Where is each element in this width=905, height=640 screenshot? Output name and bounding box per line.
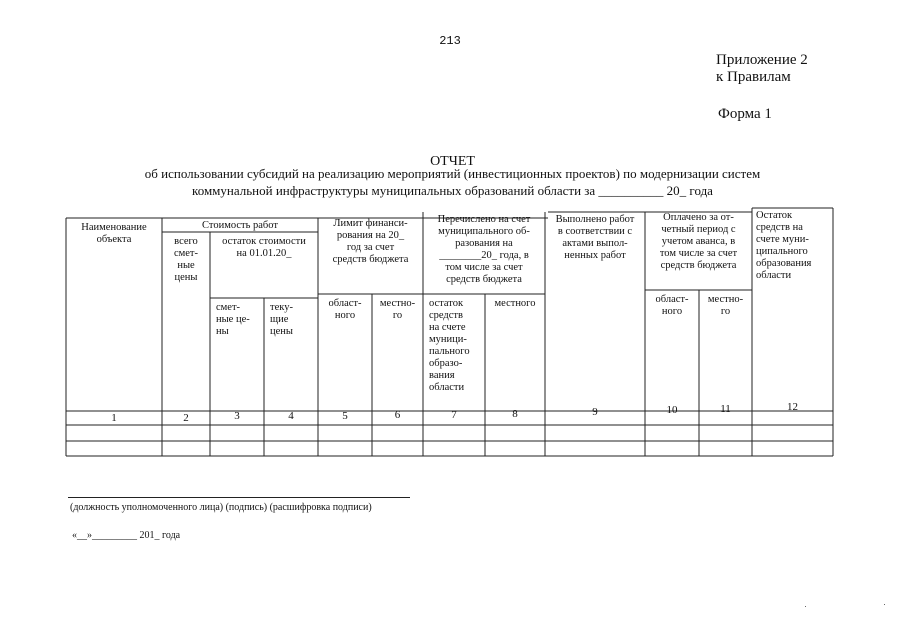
scan-speck	[884, 604, 885, 605]
header-paid-regional: област- ного	[655, 294, 689, 317]
header-total-estimated: всего смет- ные цены	[173, 236, 199, 283]
form-label: Форма 1	[718, 106, 772, 122]
column-number-5: 5	[342, 410, 348, 422]
scan-speck	[805, 606, 806, 607]
header-limit-local: местно- го	[379, 298, 416, 321]
column-number-11: 11	[720, 403, 731, 415]
header-current-prices: теку- щие цены	[270, 302, 293, 337]
column-number-2: 2	[183, 412, 189, 424]
column-number-3: 3	[234, 410, 240, 422]
header-paid: Оплачено за от- четный период с учетом аванса, в том числе за счет средств бюджета	[659, 212, 738, 271]
appendix-line-1: Приложение 2	[716, 52, 808, 68]
column-number-6: 6	[394, 409, 401, 421]
header-transferred-local: местного	[494, 298, 536, 309]
header-balance: Остаток средств на счете муни- ципального образования области	[756, 210, 812, 281]
column-number-9: 9	[592, 406, 598, 418]
header-paid-local: местно- го	[707, 294, 744, 317]
subtitle-line-1: об использовании субсидий на реализацию мероприятий (инвестиционных проектов) по модернизации систем	[144, 166, 761, 181]
header-remaining: остаток стоимости на 01.01.20_	[222, 236, 306, 259]
column-number-7: 7	[451, 409, 457, 421]
header-limit: Лимит финанси- рования на 20_ год за счет средств бюджета	[332, 218, 409, 265]
column-number-4: 4	[288, 410, 294, 422]
appendix-line-2: к Правилам	[716, 69, 791, 85]
column-number-8: 8	[512, 408, 518, 420]
subtitle-line-2: коммунальной инфраструктуры муниципальных образований области за __________ 20_ года	[192, 183, 713, 198]
signature-caption: (должность уполномоченного лица) (подпись) (расшифровка подписи)	[70, 502, 372, 513]
header-name: Наименование объекта	[81, 222, 147, 245]
signature-line	[68, 497, 410, 498]
column-number-10: 10	[666, 404, 678, 416]
header-completed: Выполнено работ в соответствии с актами выпол- ненных работ	[555, 214, 635, 261]
page-number: 213	[439, 34, 461, 48]
column-number-12: 12	[787, 401, 798, 413]
header-transferred-balance: остаток средств на счете муници- пального образо- вания области	[429, 298, 470, 393]
header-estimated-prices: смет- ные це- ны	[216, 302, 250, 337]
header-limit-regional: област- ного	[328, 298, 362, 321]
column-number-1: 1	[111, 412, 117, 424]
report-title: ОТЧЕТ	[430, 154, 475, 169]
signature-date: «__»_________ 201_ года	[72, 530, 181, 541]
header-cost: Стоимость работ	[202, 220, 278, 231]
header-transferred: Перечислено на счет муниципального об- разования на ________20_ года, в том числе за счет средств бюджета	[437, 214, 531, 285]
